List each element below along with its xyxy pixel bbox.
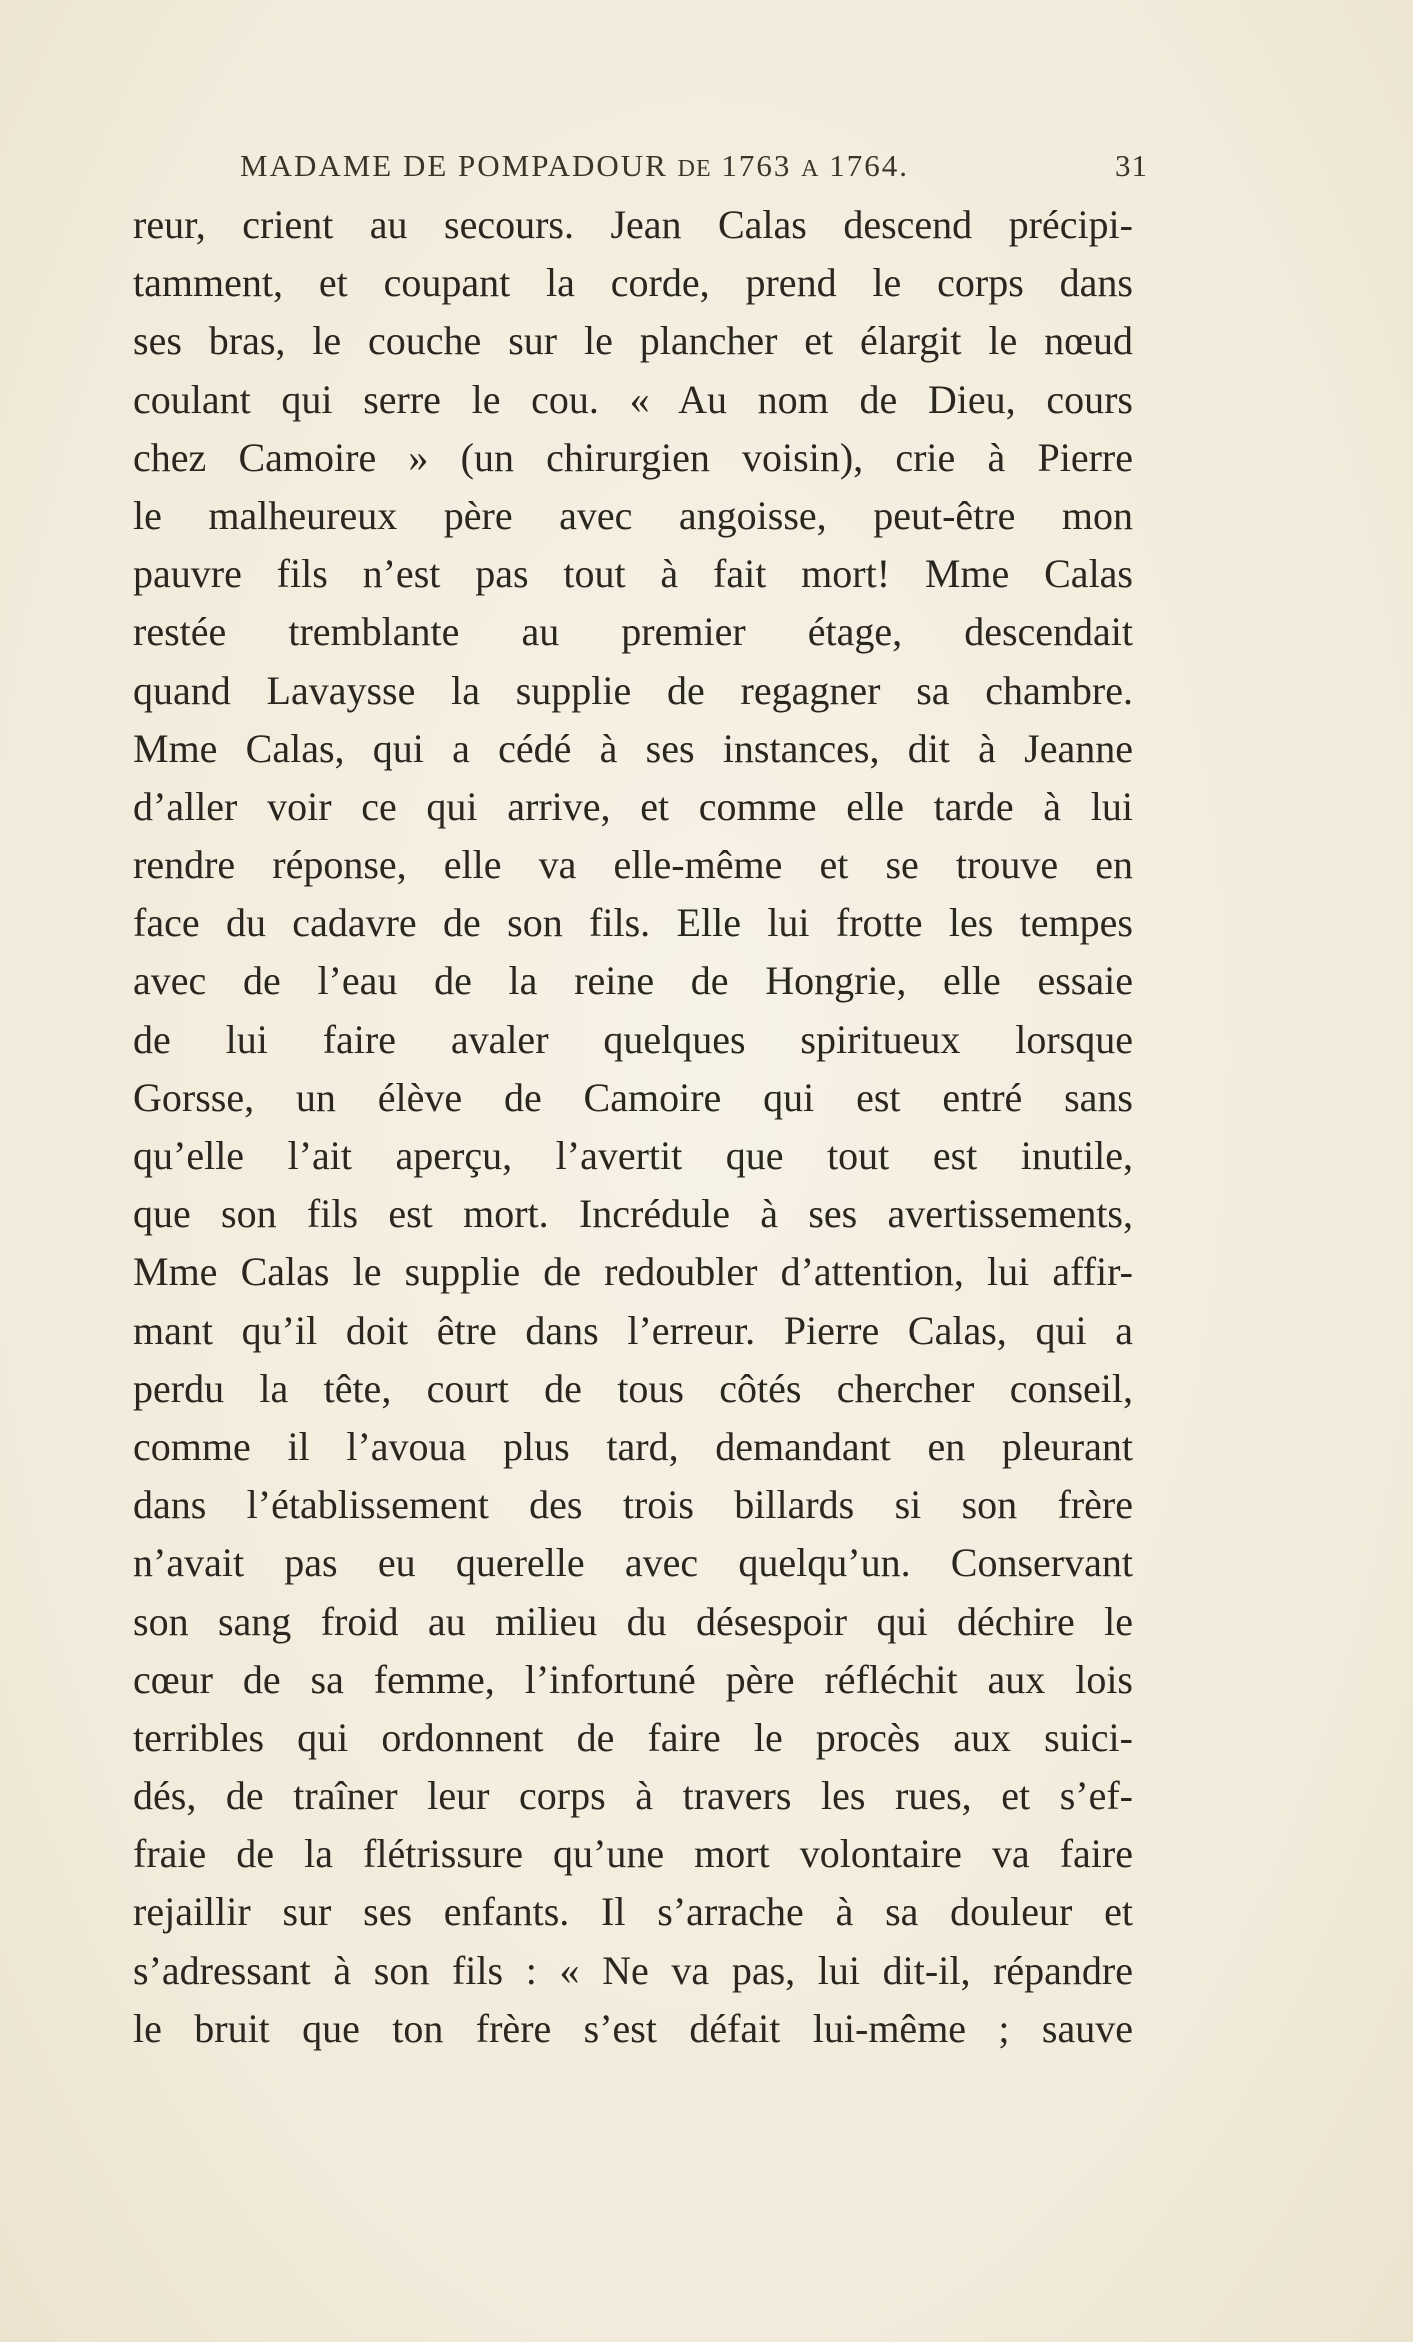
text-line: quand Lavaysse la supplie de regagner sa chambre. <box>133 667 1133 713</box>
running-head-title-main: MADAME DE POMPADOUR <box>240 148 668 183</box>
text-line: comme il l’avoua plus tard, demandant en pleurant <box>133 1423 1133 1469</box>
text-line: qu’elle l’ait aperçu, l’avertit que tout est inutile, <box>133 1133 1133 1178</box>
text-line: face du cadavre de son fils. Elle lui frotte les tempes <box>133 900 1133 946</box>
text-line: tamment, et coupant la corde, prend le corps dans <box>133 260 1133 306</box>
text-line: terribles qui ordonnent de faire le procès aux suici- <box>133 1714 1133 1760</box>
text-line: Mme Calas le supplie de redoubler d’attention, lui affir- <box>133 1249 1133 1295</box>
text-line: rendre réponse, elle va elle-même et se trouve en <box>133 842 1133 888</box>
text-line: dans l’établissement des trois billards si son frère <box>133 1482 1133 1528</box>
text-line: Gorsse, un élève de Camoire qui est entré sans <box>133 1074 1133 1120</box>
page-number: 31 <box>1115 148 1148 183</box>
text-line: coulant qui serre le cou. « Au nom de Dieu, cours <box>133 376 1133 422</box>
text-line: restée tremblante au premier étage, descendait <box>133 609 1133 655</box>
text-line: Mme Calas, qui a cédé à ses instances, dit à Jeanne <box>133 725 1133 771</box>
running-head-year-start: 1763 <box>721 148 792 183</box>
text-line: reur, crient au secours. Jean Calas descend précipi- <box>133 202 1133 247</box>
body-text <box>133 196 1133 2058</box>
text-line: fraie de la flétrissure qu’une mort volontaire va faire <box>133 1831 1133 1877</box>
text-line: chez Camoire » (un chirurgien voisin), crie à Pierre <box>133 434 1133 480</box>
text-line: n’avait pas eu querelle avec quelqu’un. Conservant <box>133 1540 1133 1586</box>
text-line: rejaillir sur ses enfants. Il s’arrache à sa douleur et <box>133 1889 1133 1935</box>
running-head-title-a: A <box>801 156 820 182</box>
running-head-title <box>240 148 909 184</box>
text-line: pauvre fils n’est pas tout à fait mort! Mme Calas <box>133 551 1133 597</box>
text-line: dés, de traîner leur corps à travers les rues, et s’ef- <box>133 1773 1133 1819</box>
running-head-year-end: 1764. <box>829 148 909 183</box>
running-head-title-de: DE <box>677 156 712 182</box>
text-line: que son fils est mort. Incrédule à ses avertissements, <box>133 1191 1133 1237</box>
text-line: mant qu’il doit être dans l’erreur. Pierre Calas, qui a <box>133 1307 1133 1353</box>
text-line: s’adressant à son fils : « Ne va pas, lui dit-il, répandre <box>133 1947 1133 1993</box>
running-head <box>240 148 1148 188</box>
text-line: perdu la tête, court de tous côtés chercher conseil, <box>133 1365 1133 1411</box>
text-line: avec de l’eau de la reine de Hongrie, elle essaie <box>133 958 1133 1004</box>
text-line: de lui faire avaler quelques spiritueux lorsque <box>133 1016 1133 1062</box>
text-line: ses bras, le couche sur le plancher et élargit le nœud <box>133 318 1133 364</box>
text-line: d’aller voir ce qui arrive, et comme elle tarde à lui <box>133 783 1133 829</box>
text-line: son sang froid au milieu du désespoir qui déchire le <box>133 1598 1133 1644</box>
text-line: le bruit que ton frère s’est défait lui-même ; sauve <box>133 2005 1133 2051</box>
text-line: le malheureux père avec angoisse, peut-être mon <box>133 492 1133 538</box>
text-line: cœur de sa femme, l’infortuné père réfléchit aux lois <box>133 1656 1133 1702</box>
